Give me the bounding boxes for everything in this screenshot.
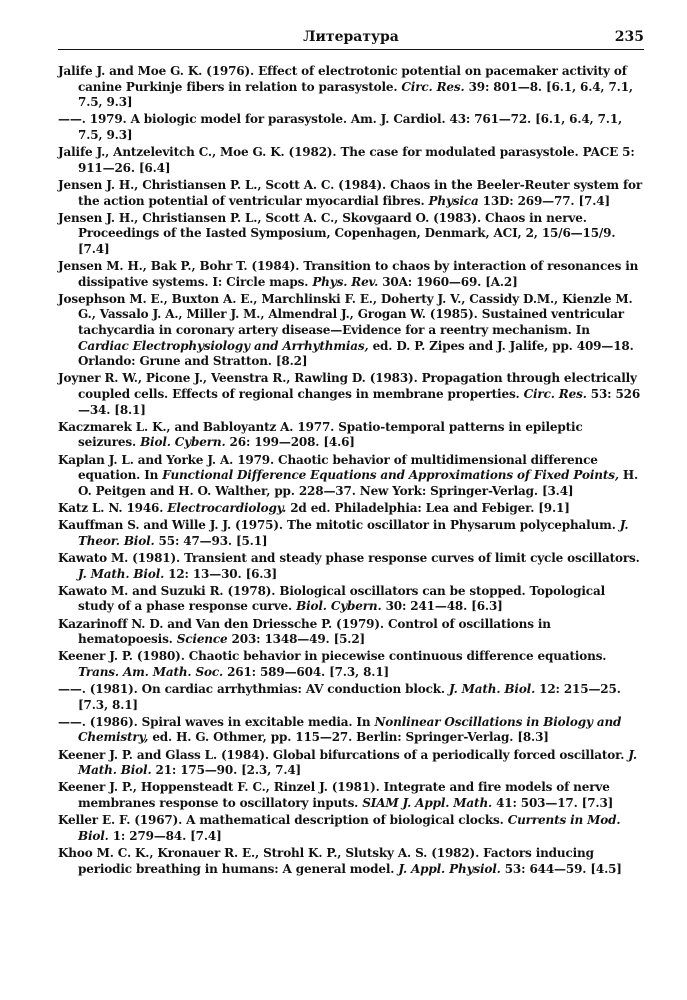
reference-text: 53: 526—34. [8.1] <box>78 387 641 417</box>
reference-source-title: Electrocardiology. <box>167 500 287 515</box>
reference-entry <box>58 682 644 713</box>
reference-source-title: J. Appl. Physiol. <box>398 861 501 876</box>
reference-source-title: J. Theor. Biol. <box>78 518 629 548</box>
reference-source-title: Cardiac Electrophysiology and Arrhythmias, <box>78 338 369 353</box>
reference-text: Kazarinoff N. D. and Van den Driessche P. (1979). Control of oscillations in hematopoesis. <box>58 616 551 647</box>
reference-source-title: Science <box>176 632 228 647</box>
reference-entry <box>58 453 644 500</box>
reference-source-title: J. Math. Biol. <box>78 566 165 581</box>
reference-source-title: J. Math. Biol. <box>78 747 637 778</box>
reference-text: 12: 13—30. [6.3] <box>164 566 278 581</box>
running-title: Литература <box>303 29 399 45</box>
running-header <box>58 27 644 50</box>
reference-text: ——. (1986). Spiral waves in excitable media. In <box>58 714 375 729</box>
reference-entry <box>58 846 644 877</box>
reference-text: Kauffman S. and Wille J. J. (1975). The mitotic oscillator in Physarum polycephalum. <box>58 518 620 533</box>
reference-text: 26: 199—208. [4.6] <box>225 435 355 450</box>
reference-entry <box>58 259 644 290</box>
reference-entry <box>58 780 644 811</box>
reference-source-title: Trans. Am. Math. Soc. <box>78 664 224 679</box>
reference-entry <box>58 748 644 779</box>
reference-text: Keener J. P., Hoppensteadt F. C., Rinzel J. (1981). Integrate and fire models of nerve membranes response to oscillatory inputs. <box>58 780 610 810</box>
reference-text: 261: 589—604. [7.3, 8.1] <box>223 664 390 679</box>
reference-entry <box>58 292 644 370</box>
reference-text: ——. 1979. A biologic model for parasystole. Am. J. Cardiol. 43: 761—72. [6.1, 6.4, 7.1, 7.5, 9.3] <box>58 112 623 142</box>
reference-text: 30A: 1960—69. [A.2] <box>378 274 518 289</box>
reference-text: Kawato M. (1981). Transient and steady phase response curves of limit cycle oscillators. <box>58 550 640 565</box>
reference-text: Jensen M. H., Bak P., Bohr T. (1984). Transition to chaos by interaction of resonances in dissipative systems. I: Circle maps. <box>58 259 639 289</box>
reference-text: 2d ed. Philadelphia: Lea and Febiger. [9.1] <box>286 500 570 515</box>
reference-text: H. O. Peitgen and H. O. Walther, pp. 228—37. New York: Springer-Verlag. [3.4] <box>78 468 639 498</box>
reference-text: Jensen J. H., Christiansen P. L., Scott A. C. (1984). Chaos in the Beeler-Reuter system for the action potential of ventricular myocardial fibres. <box>58 177 643 208</box>
reference-entry <box>58 112 644 143</box>
reference-text: 12: 215—25. [7.3, 8.1] <box>78 682 621 712</box>
reference-source-title: Phys. Rev. <box>312 274 379 289</box>
reference-text: 55: 47—93. [5.1] <box>154 533 268 548</box>
reference-text: Jalife J., Antzelevitch C., Moe G. K. (1982). The case for modulated parasystole. PACE 5: 911—26. [6.4] <box>58 145 635 175</box>
reference-text: ed. H. G. Othmer, pp. 115—27. Berlin: Springer-Verlag. [8.3] <box>148 730 549 745</box>
reference-entry <box>58 551 644 582</box>
reference-source-title: Currents in Mod. Biol. <box>78 813 621 843</box>
reference-text: Katz L. N. 1946. <box>58 500 168 515</box>
reference-entry <box>58 64 644 111</box>
reference-text: 30: 241—48. [6.3] <box>381 599 503 614</box>
reference-text: Keener J. P. (1980). Chaotic behavior in piecewise continuous difference equations. <box>58 649 607 664</box>
reference-text: 13D: 269—77. [7.4] <box>478 193 610 208</box>
reference-entry <box>58 501 644 517</box>
reference-text: 39: 801—8. [6.1, 6.4, 7.1, 7.5, 9.3] <box>78 79 633 110</box>
reference-entry <box>58 649 644 680</box>
reference-source-title: Biol. Cybern. <box>296 599 382 614</box>
reference-entry <box>58 178 644 209</box>
reference-source-title: Physica <box>428 193 479 208</box>
reference-source-title: Circ. Res. <box>401 79 465 94</box>
reference-text: 53: 644—59. [4.5] <box>500 861 622 876</box>
reference-text: Kaplan J. L. and Yorke J. A. 1979. Chaotic behavior of multidimensional difference equation. In <box>58 452 598 483</box>
reference-text: 21: 175—90. [2.3, 7.4] <box>151 763 302 778</box>
reference-entry <box>58 617 644 648</box>
reference-source-title: Functional Difference Equations and Approximations of Fixed Points, <box>162 468 619 483</box>
reference-text: Jensen J. H., Christiansen P. L., Scott A. C., Skovgaard O. (1983). Chaos in nerve. Proceedings of the Iasted Symposium, Copenhagen, Denmark, ACI, 2, 15/6—15/9. [7.4] <box>58 210 616 256</box>
reference-text: Kaczmarek L. K., and Babloyantz A. 1977. Spatio-temporal patterns in epileptic seizures. <box>58 419 583 450</box>
reference-entry <box>58 371 644 418</box>
reference-entry <box>58 420 644 451</box>
reference-entry <box>58 715 644 746</box>
reference-text: Jalife J. and Moe G. K. (1976). Effect of electrotonic potential on pacemaker activity of canine Purkinje fibers in relation to parasystole. <box>58 64 627 94</box>
reference-entry <box>58 211 644 258</box>
reference-source-title: SIAM J. Appl. Math. <box>362 796 493 810</box>
page-number: 235 <box>614 29 644 45</box>
reference-text: Keller E. F. (1967). A mathematical description of biological clocks. <box>58 813 508 828</box>
reference-text: 41: 503—17. [7.3] <box>492 796 614 810</box>
reference-source-title: J. Math. Biol. <box>448 682 536 697</box>
reference-text: 203: 1348—49. [5.2] <box>227 632 366 647</box>
reference-text: Keener J. P. and Glass L. (1984). Global bifurcations of a periodically forced oscillator. <box>58 747 629 762</box>
reference-text: Kawato M. and Suzuki R. (1978). Biological oscillators can be stopped. Topological study of a phase response curve. <box>58 583 605 614</box>
reference-text: Joyner R. W., Picone J., Veenstra R., Rawling D. (1983). Propagation through electrically coupled cells. Effects of regional changes in membrane properties. <box>58 371 637 402</box>
reference-source-title: Nonlinear Oscillations in Biology and Chemistry, <box>78 714 622 745</box>
reference-text: ——. (1981). On cardiac arrhythmias: AV conduction block. <box>58 682 449 697</box>
reference-entry <box>58 813 644 844</box>
reference-list <box>58 64 644 879</box>
reference-entry <box>58 584 644 615</box>
reference-text: ed. D. P. Zipes and J. Jalife, pp. 409—18. Orlando: Grune and Stratton. [8.2] <box>78 338 634 369</box>
reference-source-title: Circ. Res. <box>523 387 587 402</box>
reference-source-title: Biol. Cybern. <box>140 435 226 450</box>
reference-text: 1: 279—84. [7.4] <box>108 828 222 843</box>
reference-entry <box>58 518 644 549</box>
reference-text: Khoo M. C. K., Kronauer R. E., Strohl K. P., Slutsky A. S. (1982). Factors inducing periodic breathing in humans: A general model. <box>58 845 594 876</box>
reference-text: Josephson M. E., Buxton A. E., Marchlinski F. E., Doherty J. V., Cassidy D.M., Kienzle M. G., Vassalo J. A., Miller J. M., Almendral J., Grogan W. (1985). Sustained ventricular tachycardia in coronary artery disease—Evidence for a reentry mechanism. In <box>58 291 633 338</box>
reference-entry <box>58 145 644 176</box>
